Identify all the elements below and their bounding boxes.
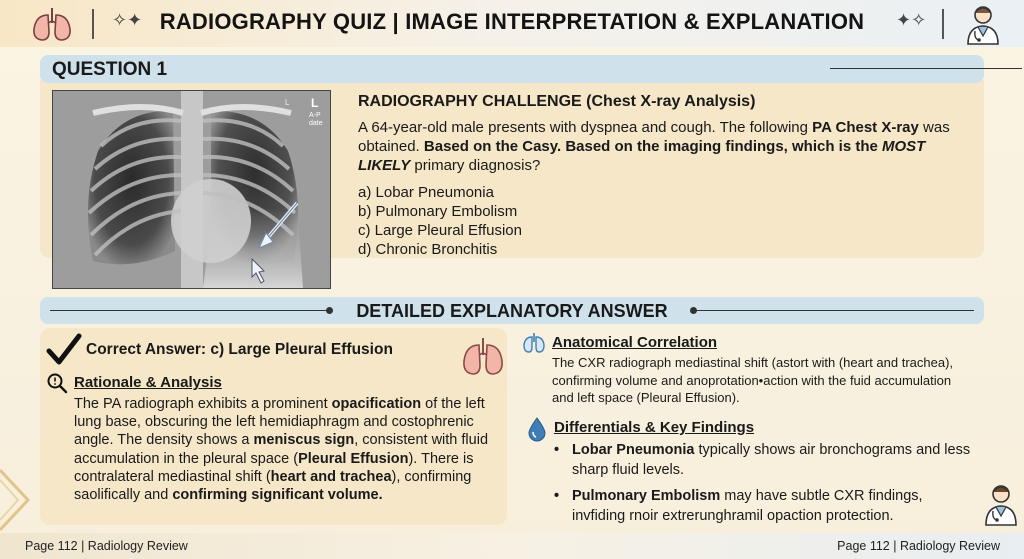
rationale-segment: of the left lung base, obscuring the left hemidiaphragm and costophrenic angle. The density shows a — [74, 396, 485, 449]
xray-note-date: date — [309, 120, 323, 127]
rationale-segment: ), confirming saolifically and — [74, 468, 472, 504]
rationale-segment: ). There is contralateral mediastinal shift ( — [74, 450, 474, 485]
differential-name: Lobar Pneumonia — [572, 442, 695, 458]
magnifier-icon — [46, 372, 68, 394]
correct-answer: Correct Answer: c) Large Pleural Effusion — [86, 341, 393, 358]
answer-band-label: DETAILED EXPLANATORY ANSWER — [356, 301, 668, 321]
footer-right: Page 112 | Radiology Review — [837, 539, 1000, 553]
option-c[interactable]: c) Large Pleural Effusion — [358, 222, 522, 239]
question-label: QUESTION 1 — [52, 59, 168, 80]
doctor-icon — [982, 482, 1020, 526]
question-stem — [358, 118, 978, 175]
anatomical-text: The CXR radiograph mediastinal shift (astort with (heart and trachea), confirming volume and anoprotation•action with the fuid accumulation and left space (Pleural Effusion). — [552, 355, 954, 405]
corner-decoration — [0, 465, 30, 535]
rationale-bold: Pleural Effusion — [298, 450, 409, 467]
rationale-bold: heart and trachea — [270, 468, 392, 485]
differentials-list — [552, 441, 972, 533]
xray-marker-l: L — [311, 96, 319, 110]
lungs-icon — [460, 335, 506, 377]
list-item — [552, 487, 972, 526]
anatomical-title: Anatomical Correlation — [552, 334, 718, 351]
option-b[interactable]: b) Pulmonary Embolism — [358, 203, 518, 220]
question-text-block — [358, 92, 978, 259]
differential-detail: may have subtle CXR findings, invfiding rnoir extrerunghramil opaction protection. — [572, 488, 923, 524]
rationale-bold: opacification — [331, 396, 422, 412]
question-heading: RADIOGRAPHY CHALLENGE (Chest X-ray Analysis) — [358, 93, 756, 110]
differential-name: Pulmonary Embolism — [572, 488, 721, 504]
list-item — [552, 441, 972, 480]
rationale-segment: The PA radiograph exhibits a prominent — [74, 396, 332, 412]
answer-rule-right — [696, 310, 974, 311]
question-rule — [830, 68, 1022, 69]
differentials-title: Differentials & Key Findings — [554, 419, 755, 436]
question-stem-emphasis: MOST LIKELY — [358, 138, 926, 174]
sparkle-icon: ✧✦ — [112, 10, 143, 30]
sparkle-icon: ✦✧ — [896, 10, 927, 30]
header-divider — [942, 9, 944, 39]
question-stem-text: primary diagnosis? — [410, 157, 541, 174]
rationale-title: Rationale & Analysis — [74, 374, 222, 391]
option-a[interactable]: a) Lobar Pneumonia — [358, 184, 494, 201]
water-drop-icon — [527, 416, 547, 442]
question-header-band — [40, 55, 984, 83]
answer-header-band — [40, 297, 984, 324]
question-stem-bold: Based on the Casy. Based on the imaging findings, which is the — [423, 138, 883, 155]
lungs-outline-icon — [522, 331, 546, 355]
footer-left: Page 112 | Radiology Review — [25, 539, 188, 553]
chest-xray-image — [52, 90, 331, 289]
checkmark-icon — [46, 333, 82, 367]
rationale-bold: confirming significant volume. — [172, 487, 383, 504]
rationale-segment: , consistent with fluid accumulation in the pleural space ( — [74, 432, 489, 467]
question-stem-bold: PA Chest X-ray — [812, 119, 919, 136]
rationale-text — [74, 395, 496, 504]
question-stem-text: A 64-year-old male presents with dyspnea and cough. The following — [358, 119, 813, 136]
option-d[interactable]: d) Chronic Bronchitis — [358, 241, 498, 258]
xray-note-ap: A-P — [309, 112, 321, 119]
rationale-bold: meniscus sign — [253, 432, 355, 449]
question-stem-text: was obtained. — [358, 119, 950, 155]
page-title: RADIOGRAPHY QUIZ | IMAGE INTERPRETATION & EXPLANATION — [159, 9, 865, 34]
differential-detail: typically shows air bronchograms and less sharp fluid levels. — [572, 442, 971, 478]
doctor-icon — [964, 3, 1002, 45]
xray-marker-small: L — [285, 98, 290, 107]
